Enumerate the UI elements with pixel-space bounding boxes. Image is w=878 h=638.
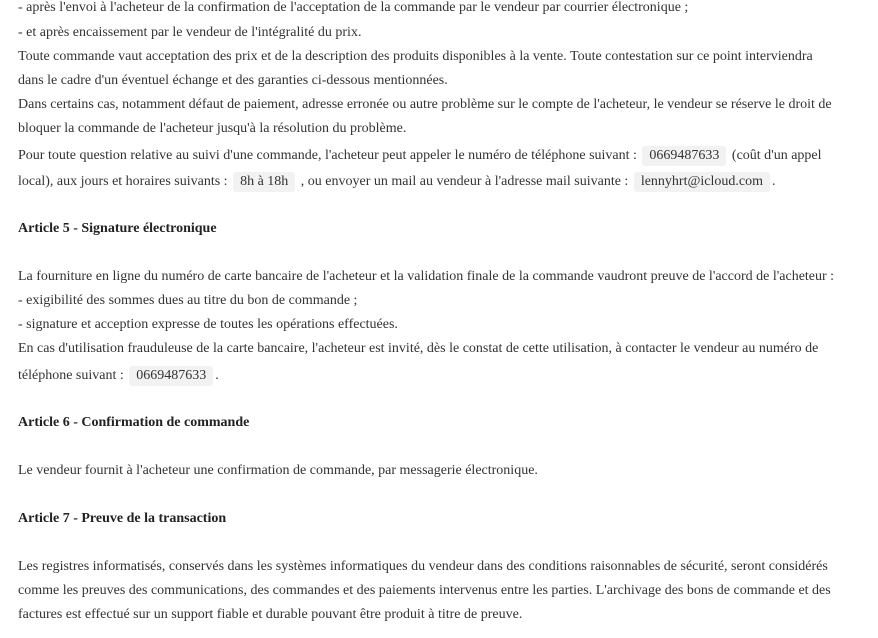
contact-line-1 <box>18 146 822 166</box>
article-7-line-1: Les registres informatisés, conservés dans les systèmes informatiques du vendeur dans des conditions raisonnables de sécurité, seront considérés <box>18 559 828 574</box>
article-5-line-1: La fourniture en ligne du numéro de carte bancaire de l'acheteur et la validation finale de la commande vaudront preuve de l'accord de l'acheteur : <box>18 269 835 284</box>
intro-bullet-payment: - et après encaissement par le vendeur de l'intégralité du prix. <box>18 25 362 40</box>
article-7-line-3: factures est effectué sur un support fiable et durable pouvant être produit à titre de preuve. <box>18 607 523 622</box>
article-5-bullet-2: - signature et acception expresse de toutes les opérations effectuées. <box>18 317 398 332</box>
article-5-title: Article 5 - Signature électronique <box>18 221 217 236</box>
contact-phone-number: 0669487633 <box>642 146 726 166</box>
article-5-line-3-end: . <box>215 368 219 383</box>
article-6-line-1: Le vendeur fournit à l'acheteur une confirmation de commande, par messagerie électronique. <box>18 463 538 478</box>
acceptance-line-1: Toute commande vaut acceptation des prix et de la description des produits disponibles à la vente. Toute contestation sur ce point interviendra <box>18 49 813 64</box>
contact-email: lennyhrt@icloud.com <box>634 172 770 192</box>
blocking-line-1: Dans certains cas, notamment défaut de paiement, adresse erronée ou autre problème sur le compte de l'acheteur, le vendeur se réserve le droit de <box>18 97 832 112</box>
contact-line-1-text: Pour toute question relative au suivi d'une commande, l'acheteur peut appeler le numéro de téléphone suivant : <box>18 148 637 163</box>
blocking-line-2: bloquer la commande de l'acheteur jusqu'à la résolution du problème. <box>18 121 407 136</box>
contact-line-2-end: . <box>771 174 776 189</box>
intro-bullet-email: - après l'envoi à l'acheteur de la confirmation de l'acceptation de la commande par le vendeur par courrier électronique ; <box>18 0 689 15</box>
article-7-title: Article 7 - Preuve de la transaction <box>18 511 227 526</box>
article-5-line-3 <box>18 366 219 386</box>
contact-line-1-after: (coût d'un appel <box>731 148 822 163</box>
article-5-bullet-1: - exigibilité des sommes dues au titre du bon de commande ; <box>18 293 358 308</box>
contact-line-2 <box>18 172 775 192</box>
contact-hours: 8h à 18h <box>233 172 295 192</box>
acceptance-line-2: dans le cadre d'un éventuel échange et des garanties ci-dessous mentionnées. <box>18 73 448 88</box>
article-5-phone-number: 0669487633 <box>129 366 213 386</box>
article-7-line-2: comme les preuves des communications, des commandes et des paiements intervenus entre les parties. L'archivage des bons de commande et des <box>18 583 831 598</box>
article-5-line-2: En cas d'utilisation frauduleuse de la carte bancaire, l'acheteur est invité, dès le constat de cette utilisation, à contacter le vendeur au numéro de <box>18 341 819 356</box>
contact-line-2-text: local), aux jours et horaires suivants : <box>18 174 228 189</box>
contact-line-2-mid: , ou envoyer un mail au vendeur à l'adresse mail suivante : <box>300 174 629 189</box>
article-6-title: Article 6 - Confirmation de commande <box>18 415 250 430</box>
article-5-line-3-text: téléphone suivant : <box>18 368 124 383</box>
